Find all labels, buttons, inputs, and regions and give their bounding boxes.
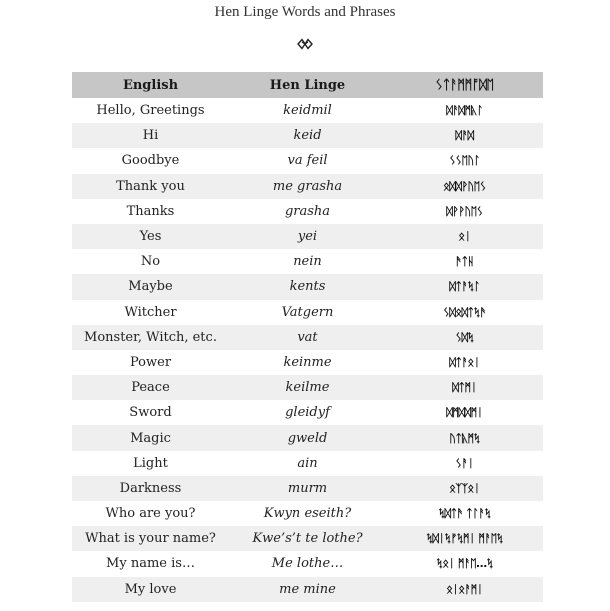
table-row	[72, 551, 543, 576]
cell-hen-linge: kents	[229, 274, 386, 299]
cell-runes: ᛪᛞᛏᚫ ᛏᛚᚨᛪ	[386, 501, 543, 526]
table-body	[72, 98, 543, 602]
cell-english: Witcher	[72, 300, 229, 325]
cell-runes: ᛪᛞᛁᛪᚠᛪᛗᛁ ᛗᚨᛖᛪ	[386, 526, 543, 551]
cell-english: Light	[72, 451, 229, 476]
cell-hen-linge: me grasha	[229, 174, 386, 199]
cell-hen-linge: keidmil	[229, 98, 386, 123]
cell-runes: ᛞᛏᛗᛁ	[386, 375, 543, 400]
cell-english: Power	[72, 350, 229, 375]
table-row	[72, 174, 543, 199]
cell-hen-linge: Vatgern	[229, 300, 386, 325]
table-row	[72, 249, 543, 274]
cell-english: Thank you	[72, 174, 229, 199]
cell-runes: ᛊᚨᛁ	[386, 451, 543, 476]
table-row	[72, 199, 543, 224]
cell-english: No	[72, 249, 229, 274]
cell-hen-linge: murm	[229, 476, 386, 501]
cell-hen-linge: keilme	[229, 375, 386, 400]
cell-english: Maybe	[72, 274, 229, 299]
table-row	[72, 375, 543, 400]
cell-runes: ᛊᛞᛪ	[386, 325, 543, 350]
cell-runes: ᛞᚨᛞ	[386, 123, 543, 148]
cell-english: My name is…	[72, 551, 229, 576]
cell-english: Yes	[72, 224, 229, 249]
cell-runes: ᛟᛁ	[386, 224, 543, 249]
lexicon-table	[72, 72, 543, 602]
cell-english: What is your name?	[72, 526, 229, 551]
table-row	[72, 425, 543, 450]
ornament	[0, 38, 610, 50]
cell-english: Thanks	[72, 199, 229, 224]
cell-hen-linge: gleidyf	[229, 400, 386, 425]
diamond-knot-icon	[297, 38, 313, 50]
cell-runes: ᛞᛗᛞᛞᛗᛁ	[386, 400, 543, 425]
header-english: English	[72, 72, 229, 98]
cell-english: Monster, Witch, etc.	[72, 325, 229, 350]
cell-english: Peace	[72, 375, 229, 400]
cell-runes: ᛟᛉᛉᛟᛁ	[386, 476, 543, 501]
table-row	[72, 300, 543, 325]
cell-hen-linge: keid	[229, 123, 386, 148]
cell-runes: ᚫᛏᚺ	[386, 249, 543, 274]
table-row	[72, 476, 543, 501]
table-row	[72, 451, 543, 476]
table-row	[72, 148, 543, 173]
cell-english: Goodbye	[72, 148, 229, 173]
cell-runes: ᛞᛏᚨᛟᛁ	[386, 350, 543, 375]
cell-runes: ᛊᛞᛟᛞᛏᛪᚫ	[386, 300, 543, 325]
header-row	[72, 72, 543, 98]
cell-english: Who are you?	[72, 501, 229, 526]
cell-hen-linge: va feil	[229, 148, 386, 173]
cell-english: Sword	[72, 400, 229, 425]
table-header	[72, 72, 543, 98]
cell-runes: ᛞᛏᚨᛪᛚ	[386, 274, 543, 299]
table-row	[72, 274, 543, 299]
table-row	[72, 325, 543, 350]
cell-hen-linge: ain	[229, 451, 386, 476]
cell-hen-linge: keinme	[229, 350, 386, 375]
cell-runes: ᛊᛊᛖᚢᛚ	[386, 148, 543, 173]
cell-hen-linge: Kwyn eseith?	[229, 501, 386, 526]
cell-english: Hi	[72, 123, 229, 148]
cell-hen-linge: nein	[229, 249, 386, 274]
cell-runes: ᛟᛞᛞᚹᚢᛖᛊ	[386, 174, 543, 199]
cell-english: Hello, Greetings	[72, 98, 229, 123]
table-row	[72, 350, 543, 375]
table-row	[72, 577, 543, 602]
table-row	[72, 526, 543, 551]
table-row	[72, 224, 543, 249]
cell-english: Darkness	[72, 476, 229, 501]
cell-hen-linge: me mine	[229, 577, 386, 602]
cell-hen-linge: Me lothe…	[229, 551, 386, 576]
header-runes: ᛊᛏᚨᛗᛗᚩᛞᛖ	[386, 72, 543, 98]
cell-hen-linge: gweld	[229, 425, 386, 450]
cell-runes: ᛟᛁᛟᚨᛗᛁ	[386, 577, 543, 602]
table-row	[72, 98, 543, 123]
cell-runes: ᚢᛏᚣᛗᛪ	[386, 425, 543, 450]
cell-hen-linge: vat	[229, 325, 386, 350]
table-row	[72, 501, 543, 526]
table-row	[72, 123, 543, 148]
page-title: Hen Linge Words and Phrases	[214, 4, 396, 20]
cell-english: Magic	[72, 425, 229, 450]
cell-hen-linge: grasha	[229, 199, 386, 224]
table-row	[72, 400, 543, 425]
header-hen-linge: Hen Linge	[229, 72, 386, 98]
cell-hen-linge: yei	[229, 224, 386, 249]
cell-runes: ᛞᚨᛞᛗᚣᛚ	[386, 98, 543, 123]
cell-runes: ᛪᛟᛁ ᛗᚨᛖ…ᛪ	[386, 551, 543, 576]
cell-english: My love	[72, 577, 229, 602]
cell-hen-linge: Kwe’s’t te lothe?	[229, 526, 386, 551]
cell-runes: ᛞᚹᚹᚢᛖᛊ	[386, 199, 543, 224]
